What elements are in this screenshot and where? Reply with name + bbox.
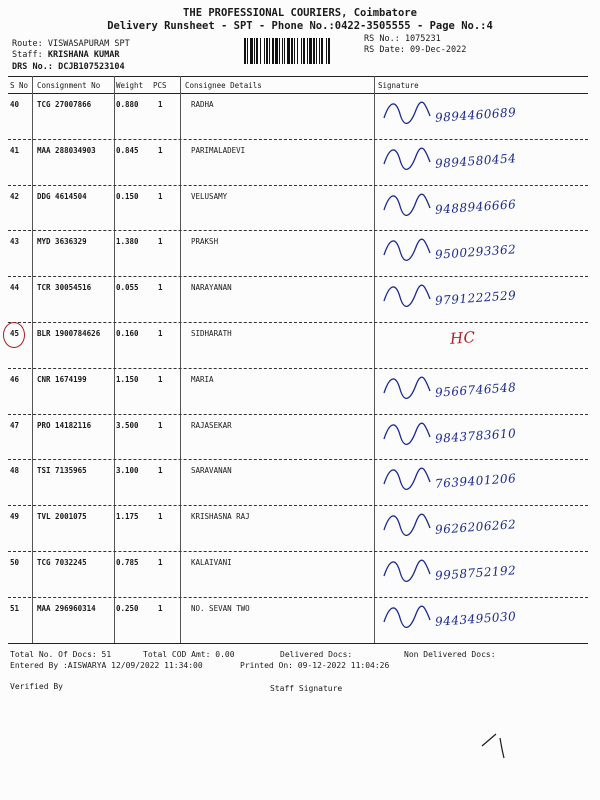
header-sno: S No [10,81,29,90]
row-consignment-no: MAA 296960314 [37,603,96,613]
row-weight: 0.250 [116,603,139,613]
barcode-bar [272,38,274,64]
row-weight: 0.055 [116,283,139,293]
row-separator [8,459,588,460]
row-sno: 42 [10,191,20,201]
row-sno: 46 [10,374,20,384]
row-consignment-no: TCG 7032245 [37,558,87,567]
row-weight: 0.160 [116,329,139,338]
row-sno: 50 [10,558,20,567]
row-sno: 51 [10,603,20,613]
row-consignment-no: CNR 1674199 [37,374,87,384]
row-45-circle-mark [3,322,25,348]
row-weight: 0.845 [116,145,139,155]
handwritten-phone: 7639401206 [434,471,517,492]
row-sno: 41 [10,145,20,155]
non-delivered-docs: Non Delivered Docs: [404,650,496,659]
barcode-bar [319,38,320,64]
handwritten-phone: 9566746548 [434,379,517,400]
drs-value: DCJB107523104 [58,62,125,72]
row-separator [8,230,588,231]
row-consignee: RADHA [191,100,214,109]
header-weight: Weight [116,81,144,90]
row-handwritten-signature [380,96,585,132]
barcode-bar [266,38,268,64]
row-weight: 0.785 [116,558,139,567]
handwritten-phone: 9791222529 [434,288,517,309]
handwritten-phone: 9843783610 [434,425,517,446]
row-weight: 1.175 [116,512,139,522]
row-weight: 0.880 [116,100,139,109]
header-consignment-no: Consignment No [37,81,101,90]
row-handwritten-signature [380,142,585,178]
row-handwritten-signature [380,554,585,590]
barcode-bar [309,38,312,64]
row-handwritten-signature [380,508,585,544]
row-handwritten-signature [380,325,585,361]
drs-label: DRS No.: [12,62,53,72]
row-consignment-no: TVL 2001075 [37,512,87,522]
barcode-bar [275,38,278,64]
barcode-bar [247,38,248,64]
barcode-bar [244,38,246,64]
row-pcs: 1 [158,512,163,522]
barcode-bar [307,38,308,64]
row-weight: 3.100 [116,466,139,476]
handwritten-phone: 9500293362 [434,242,517,263]
handwritten-phone: 9894580454 [434,150,517,171]
route-label: Route: [12,39,43,49]
row-handwritten-signature [380,600,585,636]
barcode-bar [297,38,298,64]
handwritten-phone: 9894460689 [434,105,517,125]
row-pcs: 1 [158,191,163,201]
barcode-bar [264,38,265,64]
row-pcs: 1 [158,100,163,109]
total-docs: Total No. Of Docs: 51 [10,650,112,659]
row-pcs: 1 [158,237,163,247]
row-sno: 44 [10,283,20,293]
barcode-bar [250,38,253,64]
row-handwritten-signature [380,279,585,315]
table-header-rule [8,93,588,94]
row-consignee: NO. SEVAN TWO [191,603,250,613]
handwritten-phone: 9626206262 [434,517,517,538]
staff-line [12,50,120,60]
row-consignment-no: PRO 14182116 [37,420,92,430]
handwritten-phone: 9958752192 [434,563,517,583]
barcode-bar [303,38,305,64]
row-consignment-no: BLR 1900784626 [37,329,101,338]
handwritten-staff-mark [478,722,528,762]
column-divider [114,76,115,643]
row-separator [8,414,588,415]
barcode-bar [326,38,327,64]
row-handwritten-signature [380,371,585,407]
row-sno: 47 [10,420,20,430]
row-separator [8,185,588,186]
row-separator [8,368,588,369]
row-pcs: 1 [158,420,163,430]
barcode-bar [291,38,293,64]
row-consignee: PRAKSH [191,237,219,247]
row-consignee: VELUSAMY [191,191,228,201]
row-consignee: KALAIVANI [191,558,232,567]
row-separator [8,505,588,506]
route-line [12,39,130,49]
verified-by: Verified By [10,682,63,691]
header-pcs: PCS [153,81,167,90]
runsheet-title: Delivery Runsheet - SPT - Phone No.:0422-3505555 - Page No.:4 [107,20,493,32]
handwritten-phone: 9443495030 [434,608,517,629]
header-signature: Signature [378,81,419,90]
barcode-bar [316,38,317,64]
barcode-bar [256,38,258,64]
row-consignment-no: DDG 4614504 [37,191,87,201]
row-sno: 43 [10,237,20,247]
row-handwritten-signature [380,233,585,269]
row-separator [8,597,588,598]
row-separator [8,322,588,323]
signature-scribble [380,325,585,361]
column-divider [32,76,33,643]
row-pcs: 1 [158,374,163,384]
handwritten-phone: 9488946666 [434,196,517,217]
staff-signature: Staff Signature [270,684,343,693]
barcode-bar [260,38,261,64]
row-consignee: SARAVANAN [191,466,232,476]
row-handwritten-signature [380,462,585,498]
header-consignee-details: Consignee Details [185,81,262,90]
barcode-bar [313,38,315,64]
delivered-docs: Delivered Docs: [280,650,353,659]
barcode-bar [321,38,323,64]
row-sno: 40 [10,100,20,109]
row-pcs: 1 [158,603,163,613]
barcode-bar [279,38,280,64]
barcode-bar [282,38,283,64]
row-pcs: 1 [158,466,163,476]
row-handwritten-signature [380,417,585,453]
row-sno: 49 [10,512,20,522]
row-weight: 1.150 [116,374,139,384]
row-handwritten-signature [380,188,585,224]
barcode-bar [301,38,302,64]
barcode-bar [254,38,255,64]
row-consignee: NARAYANAN [191,283,232,293]
row-consignment-no: TSI 7135965 [37,466,87,476]
total-cod: Total COD Amt: 0.00 [143,650,235,659]
row-pcs: 1 [158,329,163,338]
table-bottom-rule [8,643,588,644]
rs-date: RS Date: 09-Dec-2022 [364,45,467,55]
row-consignee: RAJASEKAR [191,420,232,430]
row-separator [8,551,588,552]
staff-label: Staff: [12,50,43,60]
rs-number: RS No.: 1075231 [364,34,441,44]
barcode-bar [328,38,330,64]
row-consignee: MARIA [191,374,214,384]
barcode [243,38,355,64]
row-pcs: 1 [158,283,163,293]
barcode-bar [294,38,295,64]
row-consignee: KRISHASNA RAJ [191,512,250,522]
company-title: THE PROFESSIONAL COURIERS, Coimbatore [183,7,417,19]
staff-value: KRISHANA KUMAR [47,50,120,60]
column-divider [374,76,375,643]
printed-on: Printed On: 09-12-2022 11:04:26 [240,661,390,670]
row-consignment-no: MYD 3636329 [37,237,87,247]
row-sno: 45 [10,329,20,338]
row-weight: 3.500 [116,420,139,430]
barcode-bar [284,38,285,64]
row-consignment-no: MAA 288034903 [37,145,96,155]
row-weight: 0.150 [116,191,139,201]
drs-line [12,62,125,72]
row-sno: 48 [10,466,20,476]
row-weight: 1.380 [116,237,139,247]
row-consignee: SIDHARATH [191,329,232,338]
row-separator [8,276,588,277]
row-consignment-no: TCG 27007866 [37,100,92,109]
row-pcs: 1 [158,558,163,567]
row-consignment-no: TCR 30054516 [37,283,92,293]
row-pcs: 1 [158,145,163,155]
handwritten-phone: HC [449,328,477,348]
barcode-bar [269,38,270,64]
barcode-bar [287,38,290,64]
route-value: VISWASAPURAM SPT [47,39,130,49]
column-divider [180,76,181,643]
row-consignee: PARIMALADEVI [191,145,246,155]
entered-by: Entered By :AISWARYA 12/09/2022 11:34:00 [10,661,203,670]
table-top-rule [8,76,588,77]
row-separator [8,139,588,140]
